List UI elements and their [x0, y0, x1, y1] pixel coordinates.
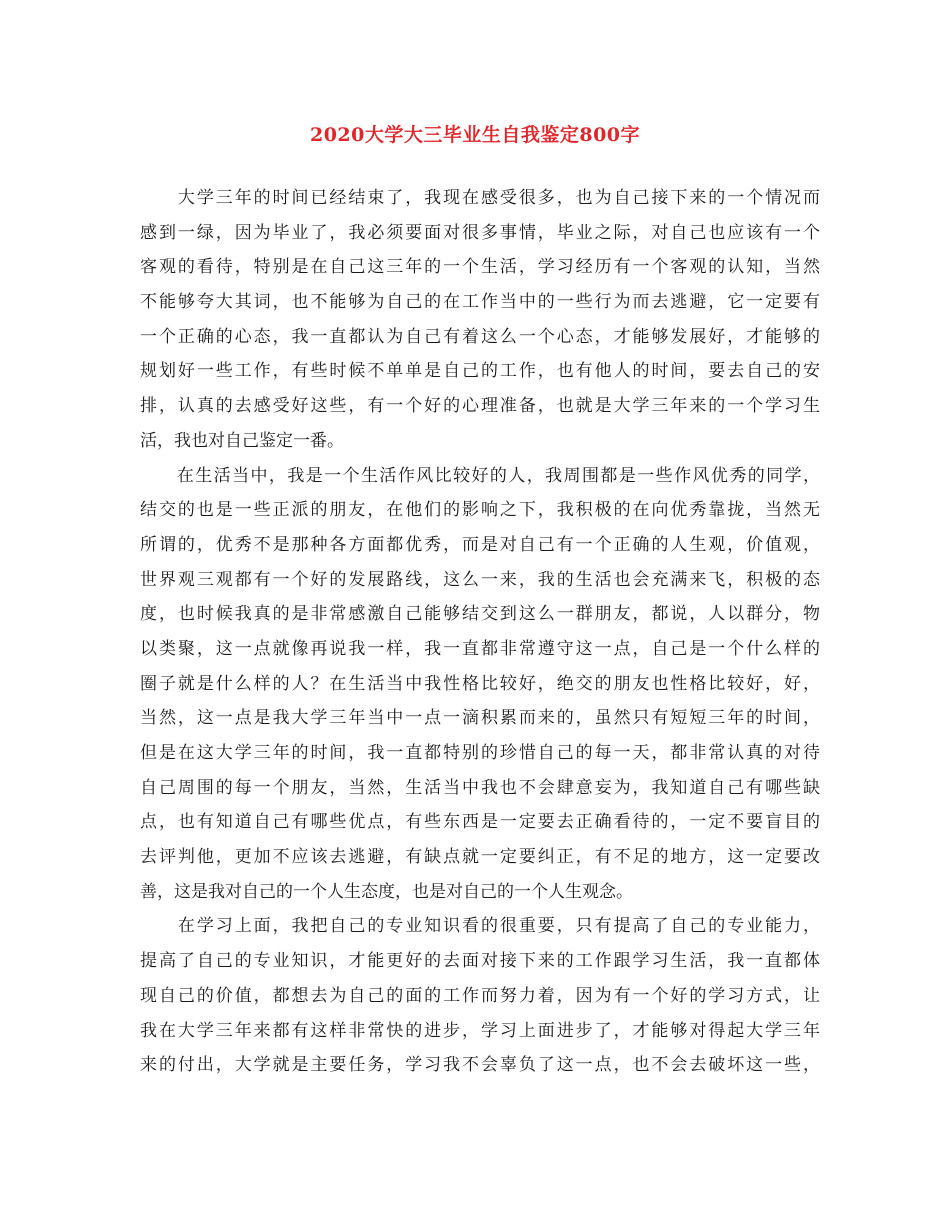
text-line: 规划好一些工作，有些时候不单单是自己的工作，也有他人的时间，要去自己的安: [140, 361, 820, 382]
paragraph: [140, 909, 820, 1082]
text-line: 在生活当中，我是一个生活作风比较好的人，我周围都是一些作风优秀的同学，: [140, 465, 820, 486]
text-line: 一个正确的心态，我一直都认为自己有着这么一个心态，才能够发展好，才能够的: [140, 326, 820, 347]
text-line: 但是在这大学三年的时间，我一直都特别的珍惜自己的每一天，都非常认真的对待: [140, 743, 820, 763]
text-line: 圈子就是什么样的人？在生活当中我性格比较好，绝交的朋友也性格比较好，好，: [140, 673, 820, 694]
document-body: [140, 181, 820, 1083]
paragraph: [140, 459, 820, 910]
text-line: 提高了自己的专业知识，才能更好的去面对接下来的工作跟学习生活，我一直都体: [140, 951, 820, 972]
text-line: 去评判他，更加不应该去逃避，有缺点就一定要纠正，有不足的地方，这一定要改: [140, 847, 820, 868]
text-line: 不能够夸大其词，也不能够为自己的在工作当中的一些行为而去逃避，它一定要有: [140, 292, 820, 313]
text-line: 来的付出，大学就是主要任务，学习我不会辜负了这一点，也不会去破坏这一些，: [140, 1055, 820, 1076]
text-line: 现自己的价值，都想去为自己的面的工作而努力着，因为有一个好的学习方式，让: [140, 985, 820, 1006]
text-line: 感到一绿，因为毕业了，我必须要面对很多事情，毕业之际，对自己也应该有一个: [140, 222, 820, 243]
paragraph: [140, 181, 820, 459]
text-line: 活，我也对自己鉴定一番。: [140, 430, 344, 451]
text-line: 大学三年的时间已经结束了，我现在感受很多，也为自己接下来的一个情况而: [140, 188, 820, 208]
text-line: 客观的看待，特别是在自己这三年的一个生活，学习经历有一个客观的认知，当然: [140, 257, 820, 278]
text-line: 善，这是我对自己的一个人生态度，也是对自己的一个人生观念。: [140, 881, 633, 902]
text-line: 所谓的，优秀不是那种各方面都优秀，而是对自己有一个正确的人生观，价值观，: [140, 534, 820, 555]
text-line: 世界观三观都有一个好的发展路线，这么一来，我的生活也会充满来飞，积极的态: [140, 569, 820, 590]
text-line: 结交的也是一些正派的朋友，在他们的影响之下，我积极的在向优秀靠拢，当然无: [140, 500, 820, 521]
text-line: 以类聚，这一点就像再说我一样，我一直都非常遵守这一点，自己是一个什么样的: [140, 638, 820, 659]
document-title: 2020大学大三毕业生自我鉴定800字: [309, 124, 641, 146]
text-line: 点，也有知道自己有哪些优点，有些东西是一定要去正确看待的，一定不要盲目的: [140, 812, 820, 833]
text-line: 我在大学三年来都有这样非常快的进步，学习上面进步了，才能够对得起大学三年: [140, 1020, 820, 1041]
text-line: 当然，这一点是我大学三年当中一点一滴积累而来的，虽然只有短短三年的时间，: [140, 708, 820, 729]
text-line: 排，认真的去感受好这些，有一个好的心理准备，也就是大学三年来的一个学习生: [140, 396, 820, 417]
text-line: 自己周围的每一个朋友，当然，生活当中我也不会肆意妄为，我知道自己有哪些缺: [140, 777, 820, 798]
text-line: 在学习上面，我把自己的专业知识看的很重要，只有提高了自己的专业能力，: [140, 916, 820, 937]
text-line: 度，也时候我真的是非常感激自己能够结交到这么一群朋友，都说，人以群分，物: [140, 604, 820, 625]
